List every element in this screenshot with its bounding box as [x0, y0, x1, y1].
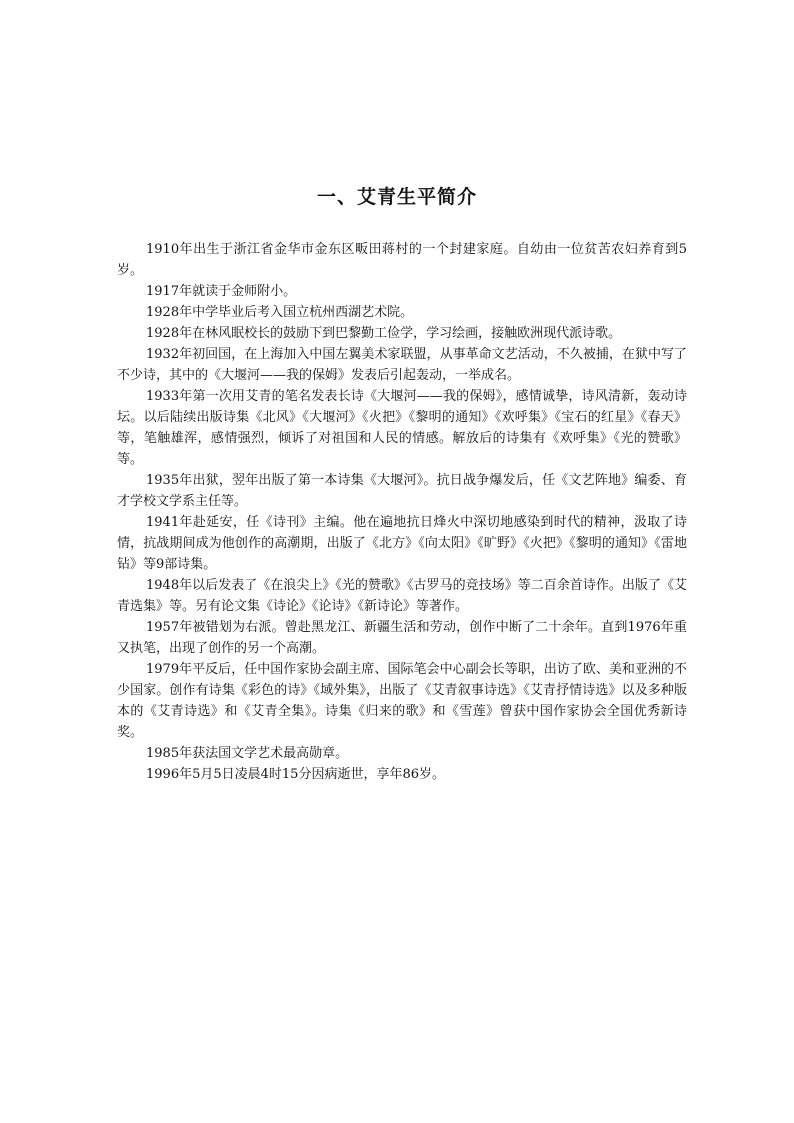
paragraph-1933: 1933年第一次用艾青的笔名发表长诗《大堰河——我的保姆》，感情诚挚，诗风清新，轰动诗坛。以后陆续出版诗集《北风》《大堰河》《火把》《黎明的通知》《欢呼集》《宝石的红星》《春天》等，笔触雄浑，感情强烈，倾诉了对祖国和人民的情感。解放后的诗集有《欢呼集》《光的赞歌》等。	[117, 389, 687, 467]
paragraph-1917: 1917年就读于金师附小。	[146, 284, 297, 299]
paragraph-1948: 1948年以后发表了《在浪尖上》《光的赞歌》《古罗马的竞技场》等二百余首诗作。出版了《艾青选集》等。另有论文集《诗论》《论诗》《新诗论》等著作。	[117, 578, 687, 614]
biography-body	[117, 239, 687, 785]
paragraph-1932: 1932年初回国，在上海加入中国左翼美术家联盟，从事革命文艺活动，不久被捕，在狱中写了不少诗，其中的《大堰河——我的保姆》发表后引起轰动，一举成名。	[117, 347, 687, 383]
paragraph-1941: 1941年赴延安，任《诗刊》主编。他在遍地抗日烽火中深切地感染到时代的精神，汲取了诗情，抗战期间成为他创作的高潮期，出版了《北方》《向太阳》《旷野》《火把》《黎明的通知》《雷地钻》等9部诗集。	[117, 515, 687, 572]
paragraph-1985: 1985年获法国文学艺术最高勋章。	[146, 746, 349, 761]
paragraph-1935: 1935年出狱，翌年出版了第一本诗集《大堰河》。抗日战争爆发后，任《文艺阵地》编委、育才学校文学系主任等。	[117, 473, 687, 509]
paragraph-1996: 1996年5月5日凌晨4时15分因病逝世，享年86岁。	[146, 767, 445, 782]
paragraph-1928-academy: 1928年中学毕业后考入国立杭州西湖艺术院。	[146, 305, 414, 320]
paragraph-1910: 1910年出生于浙江省金华市金东区畈田蒋村的一个封建家庭。自幼由一位贫苦农妇养育到5岁。	[117, 242, 687, 278]
paragraph-1957: 1957年被错划为右派。曾赴黑龙江、新疆生活和劳动，创作中断了二十余年。直到1976年重又执笔，出现了创作的另一个高潮。	[117, 620, 687, 656]
page-title: 一、艾青生平简介	[316, 186, 477, 208]
paragraph-1928-paris: 1928年在林风眠校长的鼓励下到巴黎勤工俭学，学习绘画，接触欧洲现代派诗歌。	[146, 326, 622, 341]
paragraph-1979: 1979年平反后，任中国作家协会副主席、国际笔会中心副会长等职，出访了欧、美和亚洲的不少国家。创作有诗集《彩色的诗》《域外集》，出版了《艾青叙事诗选》《艾青抒情诗选》以及多种版本的《艾青诗选》和《艾青全集》。诗集《归来的歌》和《雪莲》曾获中国作家协会全国优秀新诗奖。	[117, 662, 687, 740]
